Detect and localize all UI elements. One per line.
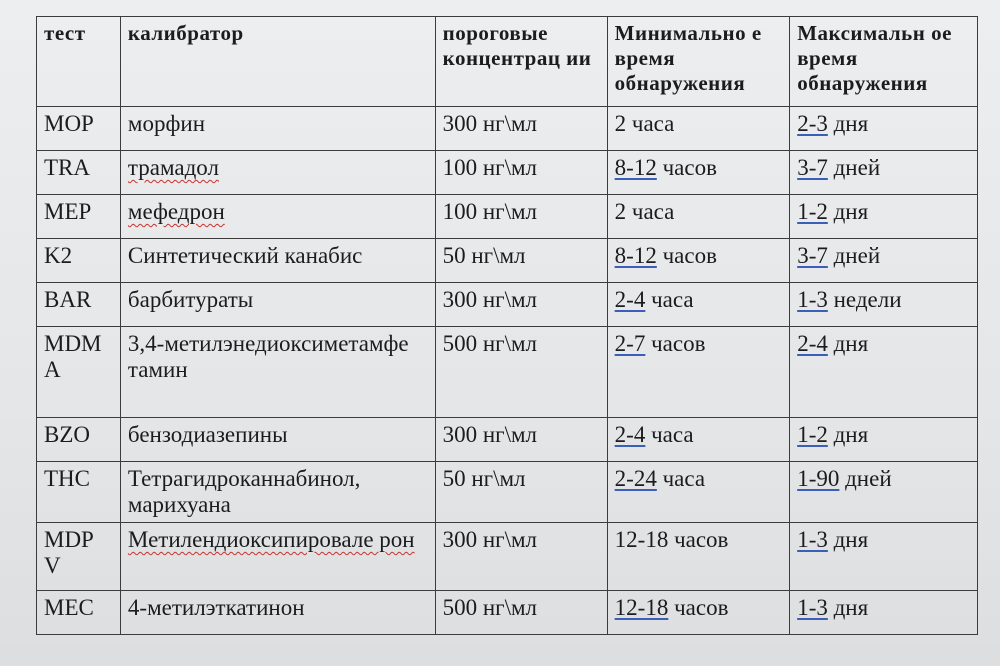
calibrator-text: 3,4-метилэнедиоксиметамфе тамин <box>127 331 409 382</box>
cell-threshold: 300 нг\мл <box>435 523 607 591</box>
max-rest: дня <box>827 527 869 552</box>
header-max-time: Максимальн ое время обнаружения <box>790 17 978 107</box>
cell-calibrator <box>120 591 435 635</box>
cell-threshold: 100 нг\мл <box>435 195 607 239</box>
min-range: 12-18 <box>614 595 669 620</box>
cell-test: BZO <box>37 418 121 462</box>
calibrator-text: мефедрон <box>127 199 225 224</box>
min-range: 8-12 <box>614 243 657 268</box>
calibrator-text: барбитураты <box>127 287 254 312</box>
cell-calibrator <box>120 195 435 239</box>
table-row <box>37 151 978 195</box>
cell-test: MEP <box>37 195 121 239</box>
max-rest: недели <box>827 287 902 312</box>
max-range: 1-3 <box>797 527 828 552</box>
header-row <box>37 17 978 107</box>
cell-max-time <box>790 327 978 418</box>
cell-test: MDP V <box>37 523 121 591</box>
max-range: 1-2 <box>797 199 828 224</box>
cell-min-time <box>607 418 790 462</box>
cell-calibrator <box>120 462 435 523</box>
cell-max-time <box>790 195 978 239</box>
cell-min-time <box>607 107 790 151</box>
cell-threshold: 100 нг\мл <box>435 151 607 195</box>
calibrator-text: Метилендиоксипировале рон <box>127 527 415 552</box>
min-rest: часа <box>645 422 694 447</box>
table-row <box>37 283 978 327</box>
calibrator-text: бензодиазепины <box>127 422 288 447</box>
min-rest: часов <box>668 595 729 620</box>
calibrator-text: Тетрагидроканнабинол, марихуана <box>127 466 361 517</box>
cell-max-time <box>790 239 978 283</box>
cell-threshold: 50 нг\мл <box>435 462 607 523</box>
cell-min-time <box>607 462 790 523</box>
table-row <box>37 195 978 239</box>
min-range: 2-7 <box>614 331 646 356</box>
cell-threshold: 300 нг\мл <box>435 283 607 327</box>
calibrator-text: трамадол <box>127 155 219 180</box>
max-rest: дня <box>827 422 869 447</box>
cell-min-time <box>607 523 790 591</box>
cell-calibrator <box>120 418 435 462</box>
table-row <box>37 591 978 635</box>
cell-max-time <box>790 283 978 327</box>
cell-calibrator <box>120 523 435 591</box>
table-row <box>37 107 978 151</box>
cell-calibrator <box>120 107 435 151</box>
table-row <box>37 523 978 591</box>
max-range: 1-2 <box>797 422 828 447</box>
cell-calibrator <box>120 283 435 327</box>
cell-threshold: 300 нг\мл <box>435 418 607 462</box>
max-rest: дней <box>827 243 881 268</box>
calibrator-text: морфин <box>127 111 205 136</box>
cell-min-time <box>607 327 790 418</box>
cell-test: TRA <box>37 151 121 195</box>
cell-calibrator <box>120 327 435 418</box>
min-range: 8-12 <box>614 155 657 180</box>
cell-min-time <box>607 591 790 635</box>
min-rest: 2 часа <box>614 111 675 136</box>
min-rest: часа <box>645 287 694 312</box>
max-rest: дня <box>827 199 869 224</box>
min-rest: часа <box>656 466 706 491</box>
min-rest: часов <box>656 155 717 180</box>
min-rest: 2 часа <box>614 199 675 224</box>
cell-threshold: 500 нг\мл <box>435 327 607 418</box>
cell-min-time <box>607 283 790 327</box>
max-range: 1-3 <box>797 287 828 312</box>
table-row <box>37 239 978 283</box>
cell-max-time <box>790 151 978 195</box>
max-range: 1-90 <box>797 466 840 491</box>
cell-min-time <box>607 195 790 239</box>
cell-max-time <box>790 591 978 635</box>
min-range: 2-4 <box>614 287 646 312</box>
max-rest: дня <box>827 595 869 620</box>
max-rest: дня <box>827 111 869 136</box>
calibrator-text: 4-метилэткатинон <box>127 595 305 620</box>
cell-test: MDM A <box>37 327 121 418</box>
cell-min-time <box>607 151 790 195</box>
cell-calibrator <box>120 151 435 195</box>
cell-test: THC <box>37 462 121 523</box>
table-row <box>37 418 978 462</box>
cell-threshold: 50 нг\мл <box>435 239 607 283</box>
max-range: 2-3 <box>797 111 828 136</box>
cell-calibrator <box>120 239 435 283</box>
cell-min-time <box>607 239 790 283</box>
drug-test-table <box>36 16 978 635</box>
header-calibrator: калибратор <box>120 17 435 107</box>
calibrator-text: Синтетический канабис <box>127 243 363 268</box>
cell-test: BAR <box>37 283 121 327</box>
max-rest: дней <box>827 155 881 180</box>
table-row <box>37 462 978 523</box>
cell-max-time <box>790 462 978 523</box>
header-test: тест <box>37 17 121 107</box>
cell-threshold: 500 нг\мл <box>435 591 607 635</box>
max-range: 3-7 <box>797 243 828 268</box>
header-min-time: Минимально е время обнаружения <box>607 17 790 107</box>
cell-threshold: 300 нг\мл <box>435 107 607 151</box>
min-range: 2-24 <box>614 466 657 491</box>
cell-max-time <box>790 107 978 151</box>
min-rest: часов <box>656 243 717 268</box>
cell-max-time <box>790 418 978 462</box>
max-rest: дней <box>839 466 892 491</box>
cell-test: MEC <box>37 591 121 635</box>
min-range: 2-4 <box>614 422 646 447</box>
max-range: 2-4 <box>797 331 828 356</box>
min-rest: часов <box>645 331 706 356</box>
header-threshold: пороговые концентрац ии <box>435 17 607 107</box>
max-range: 1-3 <box>797 595 828 620</box>
cell-test: K2 <box>37 239 121 283</box>
min-rest: 12-18 часов <box>614 527 729 552</box>
max-rest: дня <box>827 331 869 356</box>
max-range: 3-7 <box>797 155 828 180</box>
cell-max-time <box>790 523 978 591</box>
table-row <box>37 327 978 418</box>
cell-test: MOP <box>37 107 121 151</box>
